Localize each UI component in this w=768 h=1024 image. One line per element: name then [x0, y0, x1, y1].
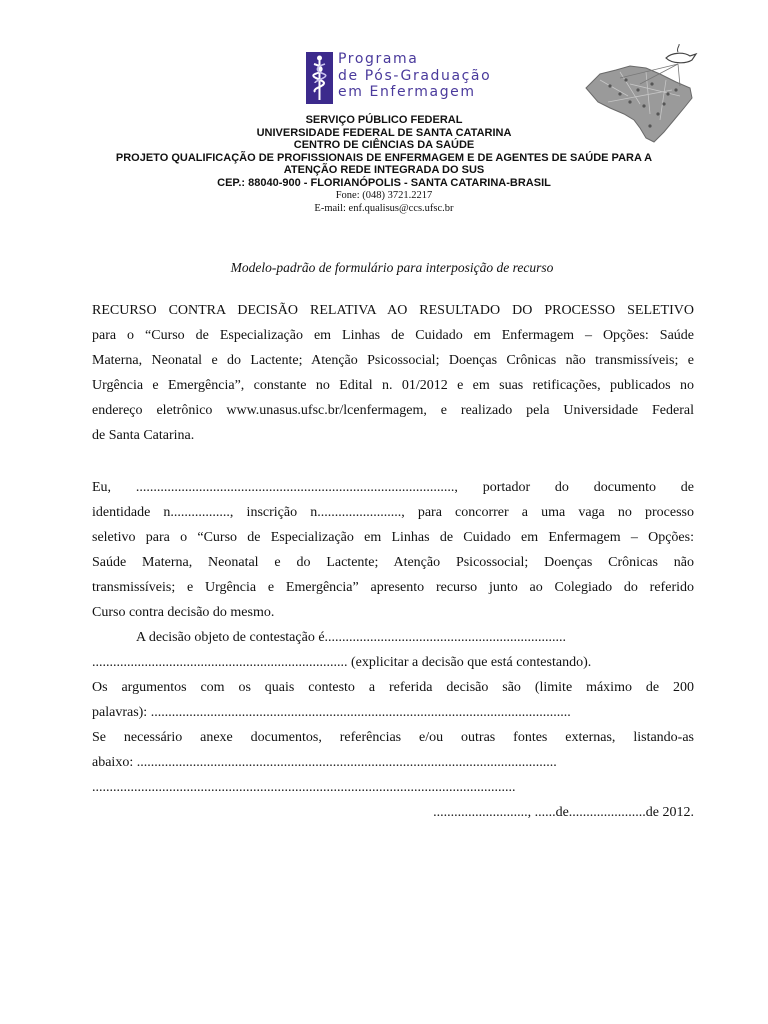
annex-line: Se necessário anexe documentos, referências e/ou outras fontes externas, listando-as	[92, 730, 694, 745]
intro-line-3: Materna, Neonatal e do Lactente; Atenção Psicossocial; Doenças Crônicas não transmissíveis; e	[92, 353, 694, 368]
logo-text	[338, 51, 491, 101]
intro-line-4: Urgência e Emergência”, constante no Edital n. 01/2012 e em suas retificações, publicados no	[92, 378, 694, 393]
institution-line-5: ATENÇÃO REDE INTEGRADA DO SUS	[283, 164, 485, 176]
program-logo	[306, 52, 506, 106]
annex-fill-line: abaixo: ........................................................................................................................	[92, 755, 557, 770]
institution-line-4: PROJETO QUALIFICAÇÃO DE PROFISSIONAIS DE ENFERMAGEM E DE AGENTES DE SAÚDE PARA A	[115, 151, 653, 164]
institution-line-3: CENTRO DE CIÊNCIAS DA SAÚDE	[293, 139, 475, 151]
logo-line-3: em Enfermagem	[338, 84, 476, 100]
name-fill-line: Eu, ..........................................................................................., portador do documento de	[92, 480, 694, 495]
form-line-6: Curso contra decisão do mesmo.	[92, 605, 275, 620]
caduceus-logo-icon	[306, 52, 333, 104]
institution-line-2: UNIVERSIDADE FEDERAL DE SANTA CATARINA	[256, 126, 512, 139]
appeal-title: RECURSO CONTRA DECISÃO RELATIVA AO RESULTADO DO PROCESSO SELETIVO	[92, 303, 694, 318]
id-fill-line: identidade n................., inscrição n........................, para concorrer a uma vaga no processo	[92, 505, 694, 520]
decision-continuation-line: ......................................................................... (explicitar a decisão que está contestando).	[92, 655, 592, 670]
blank-fill-line: .........................................................................................................................	[92, 780, 516, 795]
logo-line-2: de Pós-Graduação	[338, 67, 492, 84]
arguments-fill-line: palavras): ........................................................................................................................	[92, 705, 571, 720]
logo-line-1: Programa	[338, 51, 419, 67]
form-line-4: Saúde Materna, Neonatal e do Lactente; Atenção Psicossocial; Doenças Crônicas não	[92, 555, 694, 570]
form-subtitle: Modelo-padrão de formulário para interposição de recurso	[230, 260, 554, 275]
appeal-intro	[92, 298, 694, 448]
intro-line-2: para o “Curso de Especialização em Linhas de Cuidado em Enfermagem – Opções: Saúde	[92, 328, 694, 343]
intro-line-5: endereço eletrônico www.unasus.ufsc.br/lcenfermagem, e realizado pela Universidade Federal	[92, 403, 694, 418]
email-text: E-mail: enf.qualisus@ccs.ufsc.br	[314, 203, 454, 214]
date-fill-line: ..........................., ......de......................de 2012.	[433, 805, 694, 820]
intro-line-6: de Santa Catarina.	[92, 428, 195, 443]
form-line-5: transmissíveis; e Urgência e Emergência” apresento recurso junto ao Colegiado do referido	[92, 580, 694, 595]
institution-line-6: CEP.: 88040-900 - FLORIANÓPOLIS - SANTA CATARINA-BRASIL	[217, 176, 551, 189]
institution-line-1: SERVIÇO PÚBLICO FEDERAL	[305, 114, 463, 126]
arguments-line: Os argumentos com os quais contesto a referida decisão são (limite máximo de 200	[92, 680, 694, 695]
decision-fill-line: A decisão objeto de contestação é.....................................................................	[136, 630, 567, 645]
appeal-form	[92, 475, 694, 825]
form-line-3: seletivo para o “Curso de Especialização em Linhas de Cuidado em Enfermagem – Opções:	[92, 530, 694, 545]
phone-text: Fone: (048) 3721.2217	[335, 190, 433, 201]
